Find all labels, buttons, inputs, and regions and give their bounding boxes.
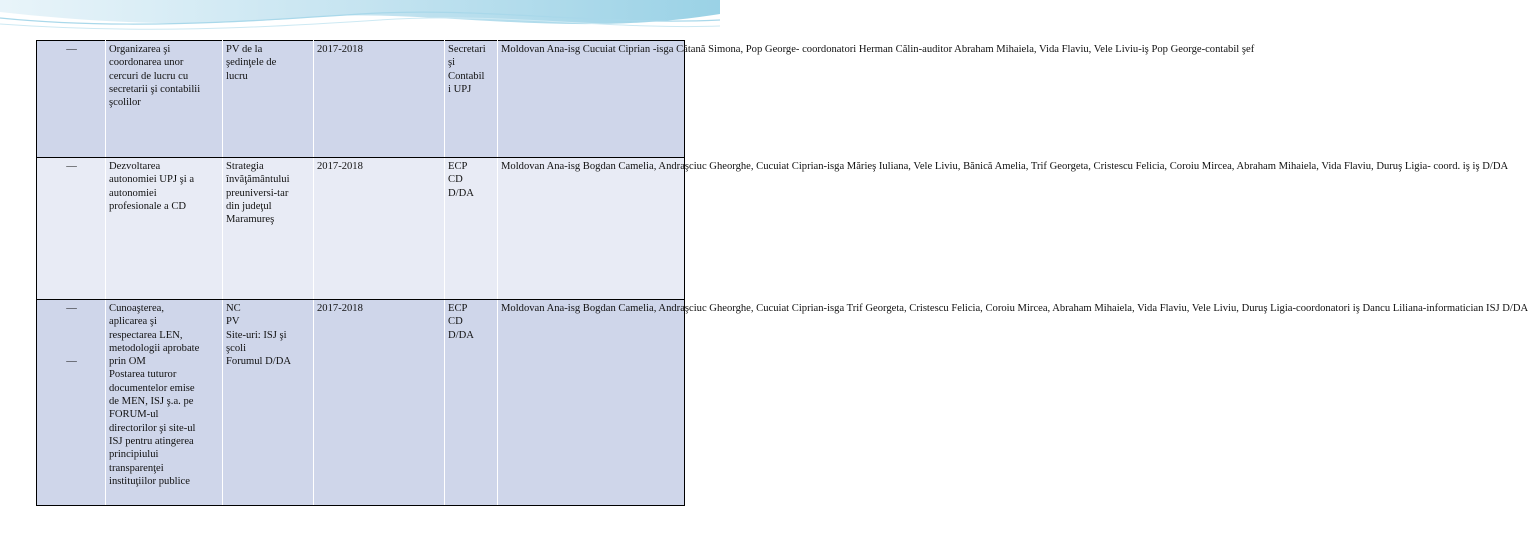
dash-bullet: — — [66, 44, 77, 55]
bullet-cell — [37, 41, 106, 158]
bullet-cell — [37, 158, 106, 300]
term-cell: 2017-2018 — [314, 300, 445, 506]
spacer — [40, 315, 103, 355]
evidence-cell: Strategia învăţământului preuniversi-tar din judeţul Maramureş — [223, 158, 314, 300]
evidence-cell: PV de la şedinţele de lucru — [223, 41, 314, 158]
partners-cell: ECP CD D/DA — [445, 300, 498, 506]
evidence-cell: NC PV Site-uri: ISJ şi şcoli Forumul D/DA — [223, 300, 314, 506]
term-cell: 2017-2018 — [314, 158, 445, 300]
responsible-cell: Moldovan Ana-isg Cucuiat Ciprian -isga Cătană Simona, Pop George- coordonatori Herman Călin-auditor Abraham Mihaiela, Vida Flaviu, Vele Liviu-iş Pop George-contabil şef — [498, 41, 685, 158]
activity-cell: Dezvoltarea autonomiei UPJ şi a autonomiei profesionale a CD — [106, 158, 223, 300]
partners-cell: Secretari şi Contabil i UPJ — [445, 41, 498, 158]
partners-cell: ECP CD D/DA — [445, 158, 498, 300]
dash-bullet: — — [66, 356, 77, 368]
bullet-cell — [37, 300, 106, 506]
table-row — [37, 41, 685, 158]
activity-plan-table — [36, 40, 1528, 506]
responsible-cell: Moldovan Ana-isg Bogdan Camelia, Andraşciuc Gheorghe, Cucuiat Ciprian-isga Trif Georgeta, Cristescu Felicia, Coroiu Mircea, Abraham Mihaiela, Vida Flaviu, Vele Liviu, Duruş Ligia-coordonatori iş Dancu Liliana-informatician ISJ D/DA — [498, 300, 685, 506]
table-row — [37, 158, 685, 300]
activity-cell: Cunoaşterea, aplicarea şi respectarea LEN, metodologii aprobate prin OM Postarea tuturor documentelor emise de MEN, ISJ ş.a. pe FORUM-ul directorilor şi site-ul ISJ pentru atingerea principiului transparenţei instituţiilor publice — [106, 300, 223, 506]
activity-cell: Organizarea şi coordonarea unor cercuri de lucru cu secretarii şi contabilii şcolilor — [106, 41, 223, 158]
dash-bullet: — — [66, 303, 77, 314]
table-row — [37, 300, 685, 506]
term-cell: 2017-2018 — [314, 41, 445, 158]
responsible-cell: Moldovan Ana-isg Bogdan Camelia, Andraşciuc Gheorghe, Cucuiat Ciprian-isga Mărieş Iuliana, Vele Liviu, Bănică Amelia, Trif Georgeta, Cristescu Felicia, Coroiu Mircea, Abraham Mihaiela, Vida Flaviu, Duruş Ligia- coord. iş iş D/DA — [498, 158, 685, 300]
dash-bullet: — — [66, 161, 77, 172]
